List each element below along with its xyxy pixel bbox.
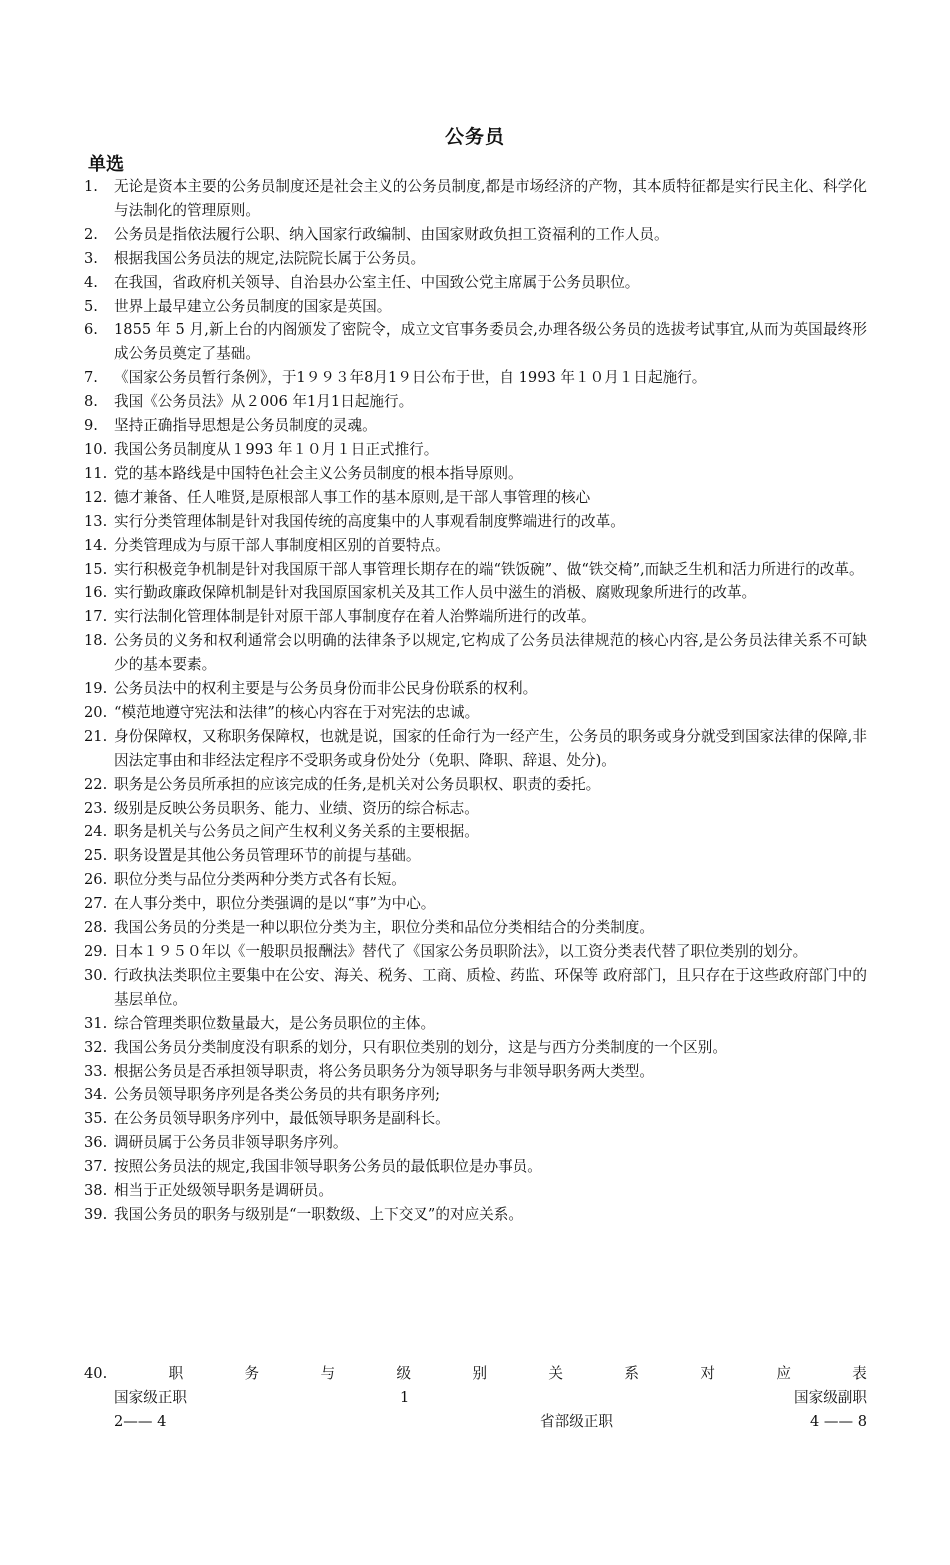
item-number: 12. xyxy=(84,488,108,506)
item-text: 职务设置是其他公务员管理环节的前提与基础。 xyxy=(114,847,421,865)
list-item xyxy=(84,725,867,773)
heading-char: 与 xyxy=(320,1365,336,1382)
item-number: 10. xyxy=(84,440,108,458)
heading-char: 关 xyxy=(548,1365,564,1382)
item-number: 19. xyxy=(84,680,108,698)
item-number: 14. xyxy=(84,536,108,554)
item-number: 13. xyxy=(84,512,108,530)
list-item xyxy=(84,1203,867,1227)
question-list xyxy=(84,175,867,1227)
item-text: 实行法制化管理体制是针对原干部人事制度存在着人治弊端所进行的改革。 xyxy=(114,608,596,626)
item-number: 1. xyxy=(84,178,98,195)
item-text: 按照公务员法的规定,我国非领导职务公务员的最低职位是办事员。 xyxy=(114,1158,542,1176)
list-item xyxy=(84,677,867,701)
list-item xyxy=(84,414,867,438)
item-text: 德才兼备、任人唯贤,是原根部人事工作的基本原则,是干部人事管理的核心 xyxy=(114,488,591,506)
item-text: 日本１９５０年以《一般职员报酬法》替代了《国家公务员职阶法》，以工资分类表代替了职位类别的划分。 xyxy=(114,943,808,960)
item-number: 27. xyxy=(84,895,108,913)
item-number: 34. xyxy=(84,1086,108,1104)
list-item xyxy=(84,462,867,486)
item-text: 世界上最早建立公务员制度的国家是英国。 xyxy=(114,297,392,315)
item-text: 实行分类管理体制是针对我国传统的高度集中的人事观看制度弊端进行的改革。 xyxy=(114,512,625,530)
list-item xyxy=(84,1179,867,1203)
item-number: 5. xyxy=(84,297,98,315)
heading-char: 职 xyxy=(168,1365,184,1382)
item-text: 职位分类与品位分类两种分类方式各有长短。 xyxy=(114,871,406,889)
item-text: 职务是机关与公务员之间产生权利义务关系的主要根据。 xyxy=(114,823,479,841)
item-number: 30. xyxy=(84,966,108,984)
list-item xyxy=(84,318,867,366)
item-text: 级别是反映公务员职务、能力、业绩、资历的综合标志。 xyxy=(114,799,479,817)
list-item xyxy=(84,797,867,821)
item-number: 36. xyxy=(84,1134,108,1152)
item-text: 实行勤政廉政保障机制是针对我国原国家机关及其工作人员中滋生的消极、腐败现象所进行的改革。 xyxy=(114,584,757,602)
item-text: 公务员领导职务序列是各类公务员的共有职务序列; xyxy=(114,1086,440,1104)
item-text: 我国公务员分类制度没有职系的划分，只有职位类别的划分，这是与西方分类制度的一个区别。 xyxy=(114,1038,727,1056)
item-text: 根据公务员是否承担领导职责，将公务员职务分为领导职务与非领导职务两大类型。 xyxy=(114,1062,654,1080)
table-cell: 国家级副职 xyxy=(794,1389,867,1406)
item-40-heading xyxy=(84,1362,867,1386)
item-text: 公务员是指依法履行公职、纳入国家行政编制、由国家财政负担工资福利的工作人员。 xyxy=(114,225,669,243)
item-text: 实行积极竞争机制是针对我国原干部人事管理长期存在的端“铁饭碗”、做“铁交椅”,而缺乏生机和活力所进行的改革。 xyxy=(114,560,864,578)
item-text: 公务员法中的权利主要是与公务员身份而非公民身份联系的权利。 xyxy=(114,680,538,698)
item-number: 3. xyxy=(84,249,98,267)
item-number: 28. xyxy=(84,919,108,937)
list-item xyxy=(84,773,867,797)
item-text: 职务是公务员所承担的应该完成的任务,是机关对公务员职权、职责的委托。 xyxy=(114,775,601,793)
item-number: 22. xyxy=(84,775,108,793)
section-heading: 单选 xyxy=(88,154,124,175)
item-number: 35. xyxy=(84,1110,108,1128)
item-number: 37. xyxy=(84,1158,108,1176)
item-number: 9. xyxy=(84,417,98,435)
list-item xyxy=(84,175,867,223)
item-number: 29. xyxy=(84,943,108,960)
item-number: 31. xyxy=(84,1014,108,1032)
item-text: 党的基本路线是中国特色社会主义公务员制度的根本指导原则。 xyxy=(114,464,523,482)
item-text: 在公务员领导职务序列中，最低领导职务是副科长。 xyxy=(114,1110,450,1128)
list-item xyxy=(84,438,867,462)
list-item xyxy=(84,916,867,940)
list-item xyxy=(84,1155,867,1179)
item-text: 我国公务员的分类是一种以职位分类为主，职位分类和品位分类相结合的分类制度。 xyxy=(114,919,654,937)
item-number: 17. xyxy=(84,608,108,626)
item-text: 相当于正处级领导职务是调研员。 xyxy=(114,1182,333,1200)
item-text: 在我国，省政府机关领导、自治县办公室主任、中国致公党主席属于公务员职位。 xyxy=(114,273,640,291)
list-item xyxy=(84,1060,867,1084)
list-item xyxy=(84,964,867,1012)
heading-char: 对 xyxy=(700,1365,715,1382)
list-item xyxy=(84,581,867,605)
heading-char: 应 xyxy=(776,1365,791,1382)
list-item xyxy=(84,1131,867,1155)
heading-char: 级 xyxy=(396,1365,412,1382)
item-text: 1855 年 5 月,新上台的内阁颁发了密院令，成立文官事务委员会,办理各级公务员的选拔考试事宜,从而为英国最终形成公务员奠定了基础。 xyxy=(114,321,867,363)
item-number: 23. xyxy=(84,799,108,817)
list-item xyxy=(84,223,867,247)
item-text: 身份保障权，又称职务保障权，也就是说，国家的任命行为一经产生，公务员的职务或身分就受到国家法律的保障,非因法定事由和非经法定程序不受职务或身份处分（免职、降职、辞退、处分)。 xyxy=(114,727,867,769)
item-number: 26. xyxy=(84,871,108,889)
item-text: 调研员属于公务员非领导职务序列。 xyxy=(114,1134,348,1152)
item-number: 7. xyxy=(84,369,98,387)
list-item xyxy=(84,558,867,582)
item-text: 《国家公务员暂行条例》，于1９９３年8月1９日公布于世，自 1993 年１０月１日起施行。 xyxy=(114,369,707,387)
list-item xyxy=(84,295,867,319)
list-item xyxy=(84,605,867,629)
list-item xyxy=(84,844,867,868)
list-item xyxy=(84,1036,867,1060)
table-cell: 省部级正职 xyxy=(540,1413,613,1430)
list-item xyxy=(84,366,867,390)
heading-char: 表 xyxy=(852,1365,867,1382)
heading-char: 系 xyxy=(624,1365,639,1382)
list-item xyxy=(84,1107,867,1131)
list-item xyxy=(84,701,867,725)
item-number: 24. xyxy=(84,823,108,841)
list-item xyxy=(84,534,867,558)
item-number: 20. xyxy=(84,703,108,721)
item-number: 2. xyxy=(84,225,98,243)
list-item xyxy=(84,868,867,892)
list-item xyxy=(84,510,867,534)
item-text: 公务员的义务和权利通常会以明确的法律条予以规定,它构成了公务员法律规范的核心内容,是公务员法律关系不可缺少的基本要素。 xyxy=(114,632,867,674)
item-text: 无论是资本主要的公务员制度还是社会主义的公务员制度,都是市场经济的产物，其本质特征都是实行民主化、科学化与法制化的管理原则。 xyxy=(114,178,867,219)
item-text: 综合管理类职位数量最大，是公务员职位的主体。 xyxy=(114,1014,436,1032)
item-number: 11. xyxy=(84,464,108,482)
item-number: 38. xyxy=(84,1182,108,1200)
item-number: 32. xyxy=(84,1038,108,1056)
list-item xyxy=(84,1083,867,1107)
item-number: 8. xyxy=(84,393,98,411)
item-text: “模范地遵守宪法和法律”的核心内容在于对宪法的忠诚。 xyxy=(114,703,480,721)
table-cell: 1 xyxy=(400,1389,410,1406)
item-number: 25. xyxy=(84,847,108,865)
list-item xyxy=(84,629,867,677)
list-item xyxy=(84,486,867,510)
item-number: 39. xyxy=(84,1205,108,1223)
list-item xyxy=(84,271,867,295)
list-item xyxy=(84,892,867,916)
item-text: 我国公务员制度从１993 年１０月１日正式推行。 xyxy=(114,440,439,458)
item-number: 15. xyxy=(84,560,108,578)
heading-char: 别 xyxy=(472,1365,488,1382)
item-text: 根据我国公务员法的规定,法院院长属于公务员。 xyxy=(114,249,426,267)
item-number: 18. xyxy=(84,632,108,650)
list-item xyxy=(84,1012,867,1036)
item-text: 坚持正确指导思想是公务员制度的灵魂。 xyxy=(114,417,377,435)
heading-char: 务 xyxy=(244,1365,260,1382)
table-cell: 2—— 4 xyxy=(114,1413,167,1430)
page-title: 公务员 xyxy=(444,126,505,148)
item-number: 33. xyxy=(84,1062,108,1080)
item-text: 行政执法类职位主要集中在公安、海关、税务、工商、质检、药监、环保等 政府部门，且只存在于这些政府部门中的基层单位。 xyxy=(114,966,867,1008)
item-number: 6. xyxy=(84,321,98,339)
item-40-number: 40. xyxy=(84,1365,108,1382)
item-number: 21. xyxy=(84,727,108,745)
table-cell: 4 —— 8 xyxy=(809,1413,867,1430)
list-item xyxy=(84,247,867,271)
list-item xyxy=(84,390,867,414)
item-text: 我国《公务员法》从２006 年1月1日起施行。 xyxy=(114,393,414,411)
item-number: 4. xyxy=(84,273,98,291)
item-text: 在人事分类中，职位分类强调的是以“事”为中心。 xyxy=(114,895,436,913)
item-number: 16. xyxy=(84,584,108,602)
list-item xyxy=(84,940,867,964)
item-text: 分类管理成为与原干部人事制度相区别的首要特点。 xyxy=(114,536,450,554)
item-text: 我国公务员的职务与级别是“一职数级、上下交叉”的对应关系。 xyxy=(114,1205,523,1223)
list-item xyxy=(84,820,867,844)
table-cell: 国家级正职 xyxy=(114,1389,187,1406)
